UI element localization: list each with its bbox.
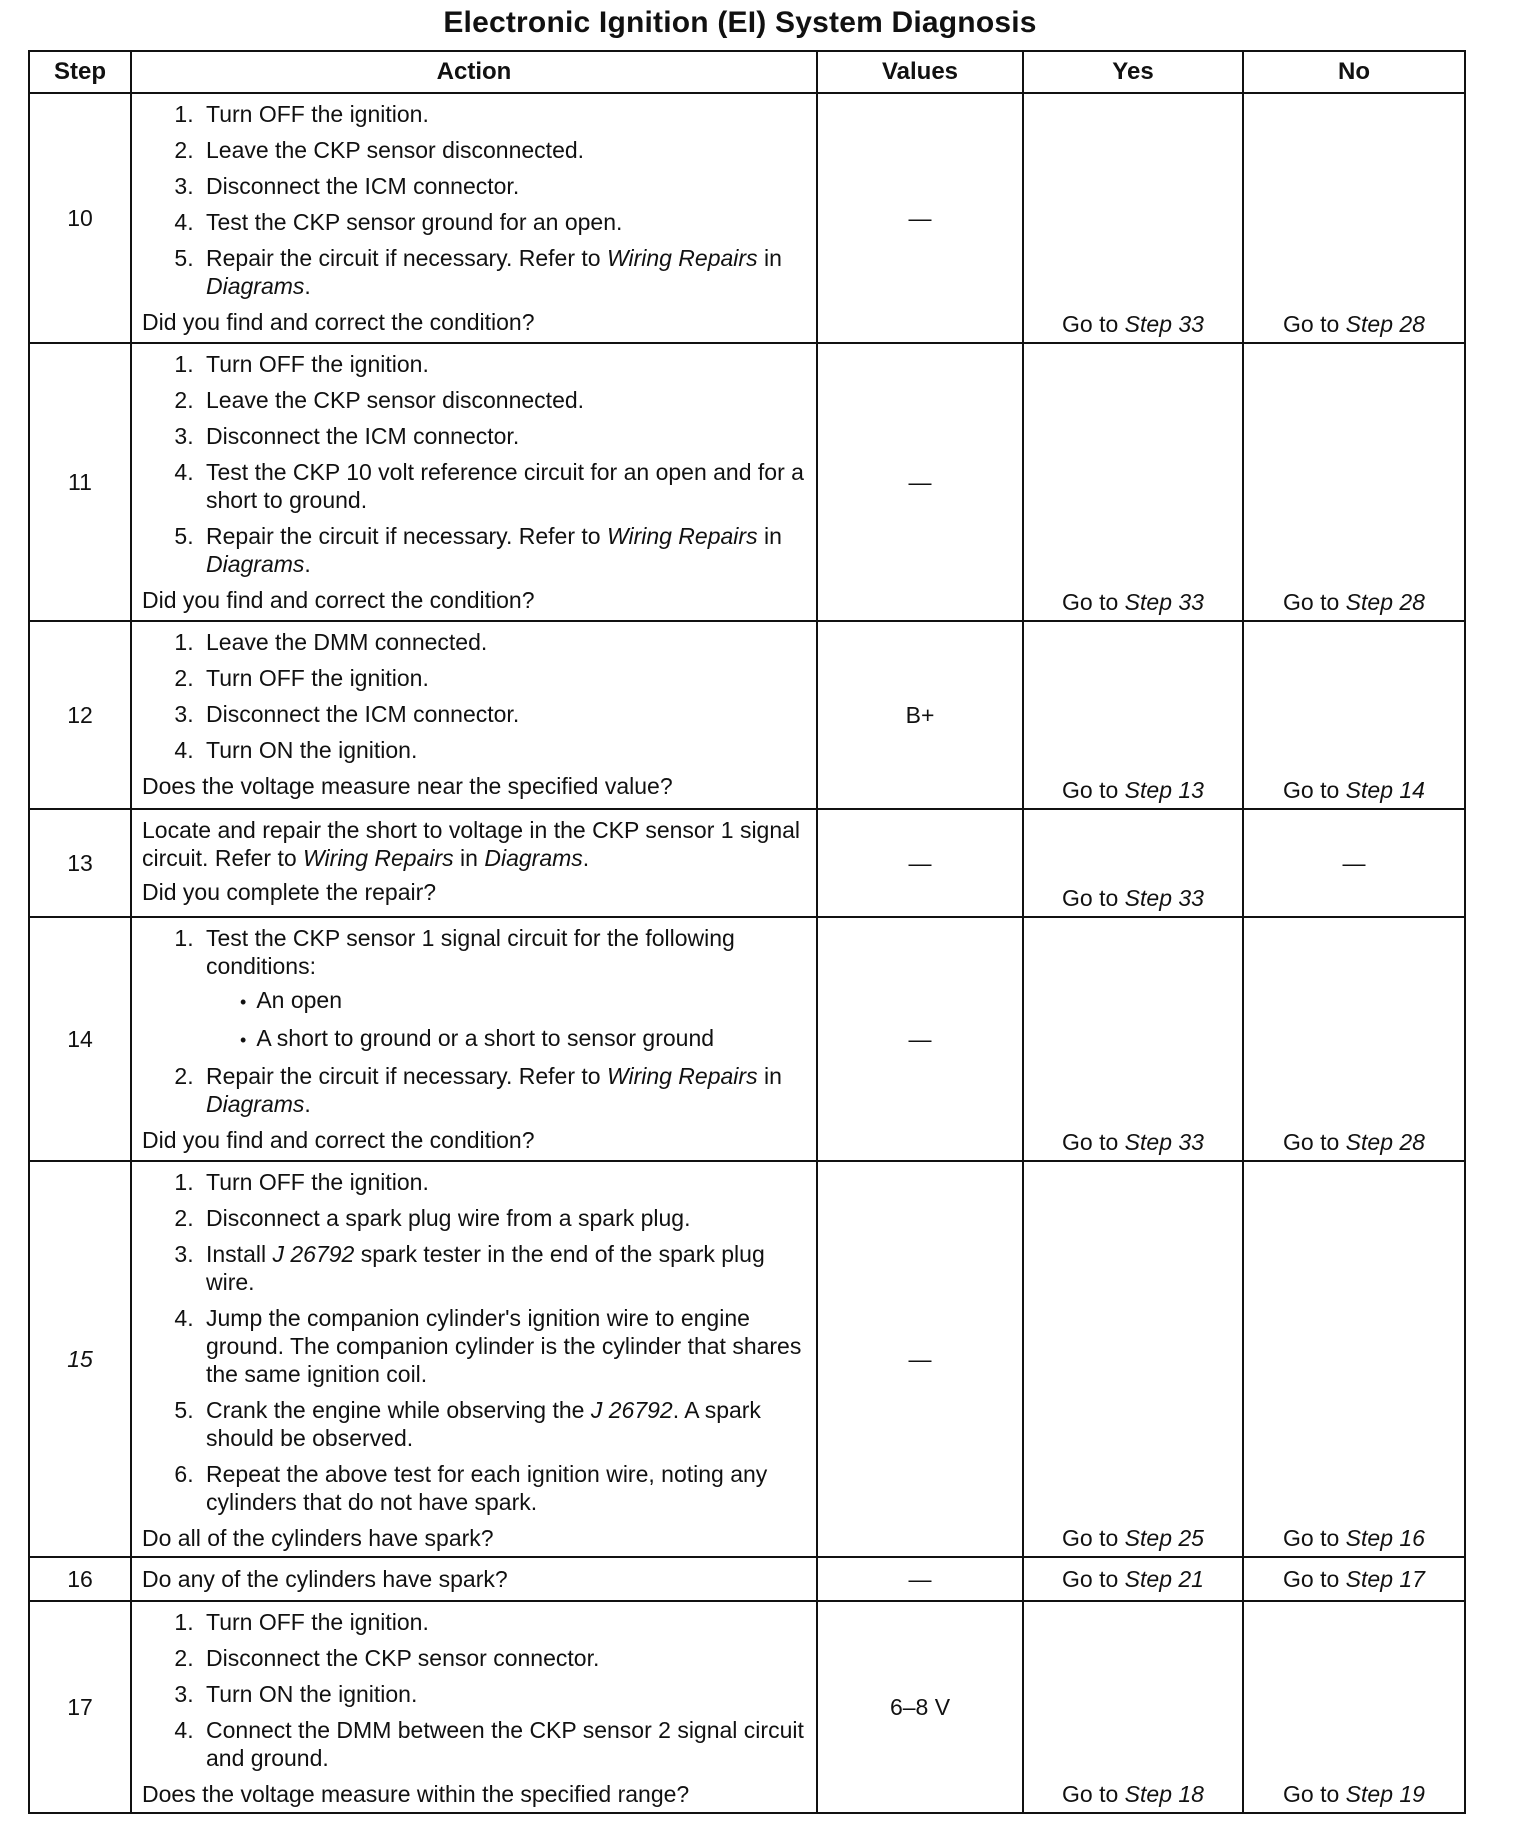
action-item: 4. Turn ON the ignition.	[200, 736, 806, 764]
action-text: spark tester in the end of the spark plug wire.	[206, 1241, 765, 1295]
step-number: 12	[29, 621, 131, 809]
goto-text: Go to	[1062, 589, 1125, 615]
goto-text: Go to	[1062, 311, 1125, 337]
table-row	[29, 621, 1465, 809]
action-item	[200, 1062, 806, 1118]
step-number: 11	[29, 343, 131, 621]
header-yes: Yes	[1023, 51, 1243, 93]
step-ref: Step 13	[1124, 777, 1204, 803]
action-item: 1. Turn OFF the ignition.	[200, 1168, 806, 1196]
action-item: 4. Connect the DMM between the CKP sensor 2 signal circuit and ground.	[200, 1716, 806, 1772]
goto-text: Go to	[1062, 1525, 1125, 1551]
action-text: Crank the engine while observing the	[206, 1397, 591, 1423]
table-row	[29, 917, 1465, 1161]
no-cell	[1243, 343, 1465, 621]
goto-text: Go to	[1062, 1129, 1125, 1155]
step-ref: Step 21	[1124, 1565, 1204, 1592]
step-number: 15	[29, 1161, 131, 1557]
table-row	[29, 1557, 1465, 1601]
table-header-row	[29, 51, 1465, 93]
action-cell	[131, 1557, 817, 1601]
action-text: . A spark should be observed.	[206, 1397, 761, 1451]
repair-text: .	[304, 551, 311, 577]
repair-text: in	[757, 523, 782, 549]
header-values: Values	[817, 51, 1023, 93]
goto-text: Go to	[1283, 1565, 1346, 1592]
yes-cell	[1023, 809, 1243, 917]
action-cell	[131, 1161, 817, 1557]
value-cell: —	[817, 1557, 1023, 1601]
goto-text: Go to	[1283, 311, 1346, 337]
action-cell	[131, 1601, 817, 1813]
tool-ref: J 26792	[590, 1397, 673, 1423]
action-item	[200, 924, 806, 1054]
action-text: .	[582, 845, 590, 871]
value-cell: 6–8 V	[817, 1601, 1023, 1813]
condition-list	[206, 986, 806, 1054]
page-title: Electronic Ignition (EI) System Diagnosis	[443, 6, 1037, 39]
action-item: 4. Test the CKP sensor ground for an open.	[200, 208, 806, 236]
goto-text: Go to	[1062, 1781, 1125, 1807]
action-item: 4. Test the CKP 10 volt reference circuit for an open and for a short to ground.	[200, 458, 806, 514]
table-row	[29, 1161, 1465, 1557]
step-number: 16	[29, 1557, 131, 1601]
step-ref: Step 18	[1124, 1781, 1204, 1807]
condition-item: • A short to ground or a short to sensor ground	[240, 1024, 806, 1054]
action-list	[142, 924, 806, 1118]
action-item	[200, 522, 806, 578]
action-list	[142, 100, 806, 300]
diagnosis-table	[28, 50, 1466, 1814]
action-cell	[131, 93, 817, 343]
question: Do any of the cylinders have spark?	[142, 1566, 508, 1592]
goto-text: Go to	[1283, 1781, 1346, 1807]
repair-text: Repair the circuit if necessary. Refer to	[206, 523, 607, 549]
tool-ref: J 26792	[272, 1241, 355, 1267]
action-item: 1. Turn OFF the ignition.	[200, 1608, 806, 1636]
question: Did you complete the repair?	[142, 879, 437, 905]
no-cell	[1243, 93, 1465, 343]
repair-text: in	[757, 1063, 782, 1089]
no-cell	[1243, 917, 1465, 1161]
step-ref: Step 14	[1345, 777, 1425, 803]
action-list	[142, 1608, 806, 1772]
action-text: Test the CKP sensor 1 signal circuit for the following conditions:	[206, 925, 735, 979]
value-cell: —	[817, 917, 1023, 1161]
goto-text: Go to	[1283, 1129, 1346, 1155]
action-item: 2. Disconnect the CKP sensor connector.	[200, 1644, 806, 1672]
yes-cell	[1023, 1601, 1243, 1813]
step-ref: Step 16	[1345, 1525, 1425, 1551]
value-cell: —	[817, 1161, 1023, 1557]
action-item: 2. Disconnect a spark plug wire from a spark plug.	[200, 1204, 806, 1232]
step-ref: Step 33	[1124, 311, 1204, 337]
table-row	[29, 93, 1465, 343]
action-item: 1. Turn OFF the ignition.	[200, 350, 806, 378]
action-item: 1. Turn OFF the ignition.	[200, 100, 806, 128]
question: Do all of the cylinders have spark?	[142, 1525, 494, 1551]
no-cell	[1243, 1161, 1465, 1557]
action-item: 3. Disconnect the ICM connector.	[200, 172, 806, 200]
step-number: 14	[29, 917, 131, 1161]
table-row	[29, 1601, 1465, 1813]
step-ref: Step 28	[1345, 1129, 1425, 1155]
action-list	[142, 350, 806, 578]
question: Does the voltage measure near the specified value?	[142, 773, 673, 799]
condition-item: • An open	[240, 986, 806, 1016]
action-item: 4. Jump the companion cylinder's ignition wire to engine ground. The companion cylinder is the cylinder that shares the same ignition coil.	[200, 1304, 806, 1388]
action-item: 3. Turn ON the ignition.	[200, 1680, 806, 1708]
yes-cell	[1023, 93, 1243, 343]
value-cell: —	[817, 343, 1023, 621]
action-text: in	[453, 845, 485, 871]
step-number: 13	[29, 809, 131, 917]
wiring-repairs-ref: Wiring Repairs	[606, 523, 758, 549]
repair-text: .	[304, 273, 311, 299]
header-action: Action	[131, 51, 817, 93]
action-item: 1. Leave the DMM connected.	[200, 628, 806, 656]
repair-text: Repair the circuit if necessary. Refer to	[206, 245, 607, 271]
step-ref: Step 28	[1345, 589, 1425, 615]
value-cell: —	[817, 93, 1023, 343]
diagrams-ref: Diagrams	[206, 273, 305, 299]
action-cell	[131, 343, 817, 621]
yes-cell	[1023, 343, 1243, 621]
table-row	[29, 809, 1465, 917]
step-ref: Step 19	[1345, 1781, 1425, 1807]
value-cell: B+	[817, 621, 1023, 809]
action-paragraph	[142, 816, 806, 872]
action-cell	[131, 621, 817, 809]
action-item: 2. Turn OFF the ignition.	[200, 664, 806, 692]
no-cell	[1243, 621, 1465, 809]
goto-text: Go to	[1283, 777, 1346, 803]
value-cell: —	[817, 809, 1023, 917]
action-cell	[131, 809, 817, 917]
action-item: 2. Leave the CKP sensor disconnected.	[200, 136, 806, 164]
wiring-repairs-ref: Wiring Repairs	[606, 245, 758, 271]
goto-text: Go to	[1062, 777, 1125, 803]
repair-text: Repair the circuit if necessary. Refer to	[206, 1063, 607, 1089]
goto-text: Go to	[1062, 885, 1125, 911]
table-row	[29, 343, 1465, 621]
step-number: 10	[29, 93, 131, 343]
step-ref: Step 25	[1124, 1525, 1204, 1551]
step-ref: Step 17	[1345, 1565, 1425, 1592]
action-item	[200, 1396, 806, 1452]
yes-cell	[1023, 621, 1243, 809]
action-item	[200, 1240, 806, 1296]
action-item: 6. Repeat the above test for each ignition wire, noting any cylinders that do not have spark.	[200, 1460, 806, 1516]
diagrams-ref: Diagrams	[206, 551, 305, 577]
yes-cell	[1023, 1557, 1243, 1601]
question: Does the voltage measure within the specified range?	[142, 1781, 690, 1807]
repair-text: .	[304, 1091, 311, 1117]
header-step: Step	[29, 51, 131, 93]
goto-text: Go to	[1283, 589, 1346, 615]
yes-cell	[1023, 1161, 1243, 1557]
question: Did you find and correct the condition?	[142, 1127, 535, 1153]
action-cell	[131, 917, 817, 1161]
diagrams-ref: Diagrams	[484, 845, 583, 871]
step-number: 17	[29, 1601, 131, 1813]
repair-text: in	[757, 245, 782, 271]
action-list	[142, 628, 806, 764]
action-item: 2. Leave the CKP sensor disconnected.	[200, 386, 806, 414]
goto-text: Go to	[1283, 1525, 1346, 1551]
wiring-repairs-ref: Wiring Repairs	[606, 1063, 758, 1089]
yes-cell	[1023, 917, 1243, 1161]
action-text: Install	[206, 1241, 273, 1267]
no-cell	[1243, 1557, 1465, 1601]
question: Did you find and correct the condition?	[142, 587, 535, 613]
action-list	[142, 1168, 806, 1516]
no-cell: —	[1243, 809, 1465, 917]
action-item	[200, 244, 806, 300]
step-ref: Step 33	[1124, 1129, 1204, 1155]
step-ref: Step 33	[1124, 589, 1204, 615]
step-ref: Step 28	[1345, 311, 1425, 337]
action-text: Locate and repair the short to voltage in the CKP sensor 1 signal circuit. Refer to	[142, 817, 801, 871]
goto-text: Go to	[1062, 1565, 1125, 1592]
header-no: No	[1243, 51, 1465, 93]
action-item: 3. Disconnect the ICM connector.	[200, 700, 806, 728]
question: Did you find and correct the condition?	[142, 309, 535, 335]
diagrams-ref: Diagrams	[206, 1091, 305, 1117]
step-ref: Step 33	[1124, 885, 1204, 911]
wiring-repairs-ref: Wiring Repairs	[303, 845, 454, 871]
no-cell	[1243, 1601, 1465, 1813]
action-item: 3. Disconnect the ICM connector.	[200, 422, 806, 450]
